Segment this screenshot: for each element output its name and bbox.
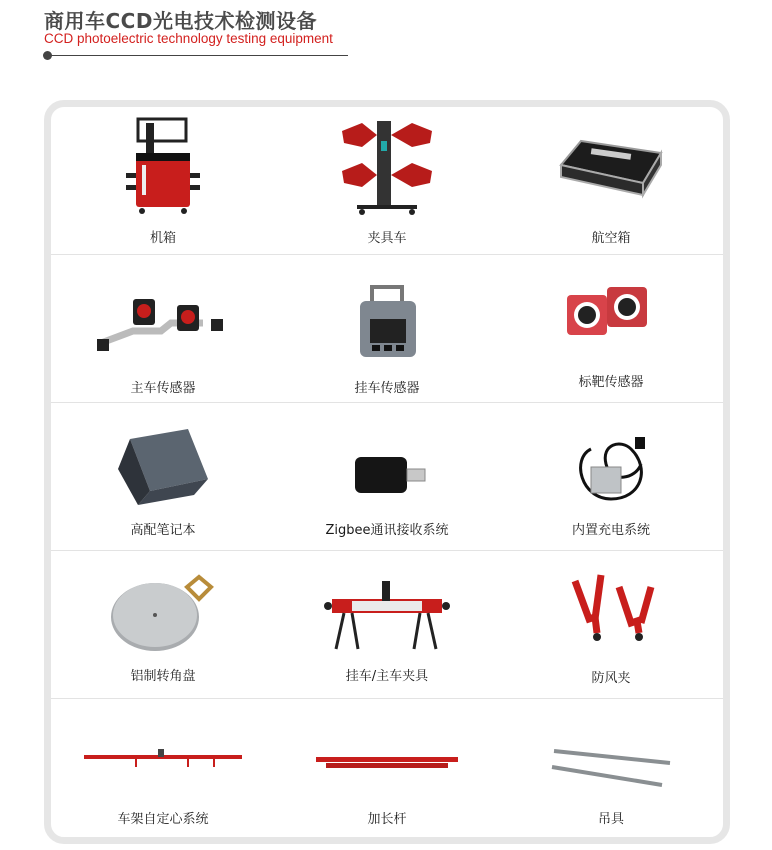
item-label: 高配笔记本	[130, 523, 196, 538]
turntable-icon	[51, 557, 275, 665]
equipment-item	[499, 107, 723, 254]
clamp-cart-icon	[275, 113, 499, 221]
item-label: 防风夹	[591, 671, 631, 686]
cabinet-icon	[51, 113, 275, 221]
equipment-item	[275, 551, 499, 698]
equipment-item	[499, 699, 723, 846]
item-label: 吊具	[597, 812, 624, 827]
equipment-item	[51, 551, 275, 698]
equipment-item	[275, 699, 499, 846]
vehicle-clamp-icon	[275, 557, 499, 665]
page-subtitle: CCD photoelectric technology testing equipment	[44, 31, 333, 46]
item-label: 机箱	[149, 231, 176, 246]
trailer-sensor-icon	[275, 261, 499, 369]
equipment-item	[275, 403, 499, 550]
self-centering-icon	[51, 705, 275, 813]
equipment-row	[51, 107, 723, 255]
hanger-icon	[499, 705, 723, 813]
item-label: 标靶传感器	[578, 375, 644, 390]
item-label: 车架自定心系统	[117, 812, 209, 827]
equipment-row	[51, 403, 723, 551]
item-label: 挂车传感器	[354, 381, 420, 396]
item-label: 挂车/主车夹具	[345, 669, 429, 684]
page-title: 商用车CCD光电技术检测设备	[44, 9, 317, 33]
item-label: 加长杆	[367, 812, 407, 827]
title-bullet	[43, 51, 52, 60]
extension-rod-icon	[275, 705, 499, 813]
equipment-item	[51, 107, 275, 254]
main-sensor-icon	[51, 261, 275, 369]
windproof-clamp-icon	[499, 557, 723, 665]
item-label: 内置充电系统	[571, 523, 650, 538]
equipment-item	[275, 107, 499, 254]
item-label: Zigbee通讯接收系统	[325, 523, 449, 538]
equipment-item	[499, 403, 723, 550]
equipment-item	[275, 255, 499, 402]
flight-case-icon	[499, 113, 723, 221]
item-label: 主车传感器	[130, 381, 196, 396]
equipment-item	[51, 699, 275, 846]
zigbee-receiver-icon	[275, 409, 499, 517]
equipment-panel	[44, 100, 730, 844]
title-divider	[47, 55, 348, 56]
equipment-row	[51, 699, 723, 846]
item-label: 夹具车	[367, 231, 407, 246]
equipment-row	[51, 255, 723, 403]
item-label: 铝制转角盘	[130, 669, 196, 684]
laptop-icon	[51, 409, 275, 517]
equipment-item	[499, 551, 723, 698]
target-sensor-icon	[499, 261, 723, 369]
equipment-row	[51, 551, 723, 699]
equipment-item	[499, 255, 723, 402]
equipment-item	[51, 255, 275, 402]
item-label: 航空箱	[591, 231, 631, 246]
charger-icon	[499, 409, 723, 517]
equipment-item	[51, 403, 275, 550]
